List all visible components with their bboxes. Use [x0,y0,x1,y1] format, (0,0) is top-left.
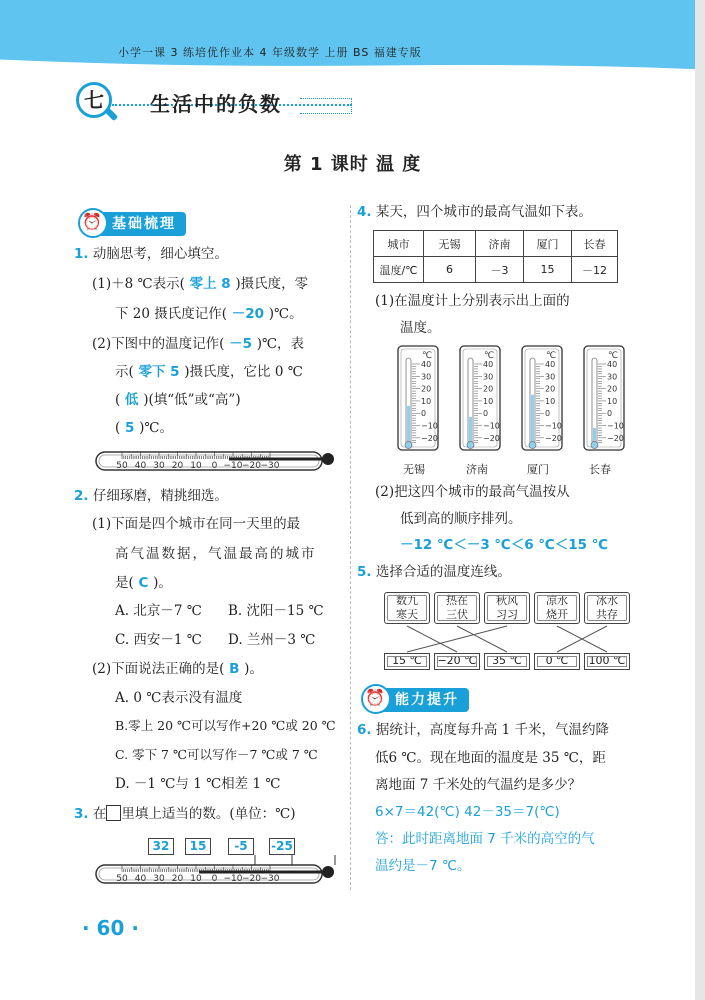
text: 三伏 [446,608,468,621]
table-cell: 6 [424,257,476,283]
answer: B [224,661,245,677]
chapter-number: 七 [76,82,112,118]
thermometer-tick-label: −10 [483,421,500,431]
answer: 5 [120,420,140,436]
mercury-column [531,395,534,444]
text: 共存 [596,608,618,621]
thermometer-tick-label: −20 [545,433,562,443]
q2-title [74,486,228,506]
scale-label: 40 [134,874,147,884]
text: )摄氏度，零 [235,276,309,292]
thermometer-tick-label: 10 [421,396,432,406]
q3-number: 3. [74,806,89,822]
saying-box [484,592,530,624]
temperature-box: 0 ℃ [534,653,580,670]
lesson-title: 第 1 课时 温 度 [283,154,422,175]
text: 在 [92,806,107,822]
thermometer-city-label: 长春 [589,463,611,476]
city-temperature-table [373,230,618,283]
scale-label: 20 [171,461,184,471]
q2-p1-line1: (1)下面是四个城市在同一天里的最 [92,516,301,532]
mercury-column [407,406,410,444]
table-cell: 无锡 [424,231,476,257]
q2-p2-line1 [92,659,263,679]
q6-number: 6. [357,722,372,738]
q3-title [74,804,295,824]
thermometer-tick-label: 0 [545,409,551,419]
text: 下 20 摄氏度记作( [115,306,228,322]
text: 寒天 [396,608,418,621]
saying-box [434,592,480,624]
text: )℃。 [268,306,303,322]
table-cell: 15 [524,257,572,283]
q2-p2-optA: A. 0 ℃表示没有温度 [115,690,243,706]
q6-answer-calc: 6×7＝42(℃) 42－35＝7(℃) [375,804,560,820]
q1-p2-line2 [115,362,303,382]
horizontal-thermometer-q1 [94,446,339,478]
vertical-thermometer [522,346,562,450]
q2-p1-optA: A. 北京－7 ℃ [115,603,202,619]
scale-label: 50 [116,461,128,471]
thermometer-tick-label: 40 [421,360,432,369]
scale-label: 40 [134,461,147,471]
q2-p2-optD: D. －1 ℃与 1 ℃相差 1 ℃ [115,776,281,792]
scale-label: 10 [190,461,202,471]
answer: 零上 8 [184,276,236,292]
q4-p1-line2: 温度。 [400,320,441,336]
thermometer-tick-label: 40 [545,360,556,369]
thermometer-tick-label: 10 [607,396,618,406]
q2-p1-optB: B. 沈阳－15 ℃ [228,603,324,619]
scale-label: −20 [242,874,261,884]
q3-answer-box: -5 [228,838,254,855]
thermometer-tick-label: 40 [607,360,618,369]
table-cell: －12 [572,257,618,283]
mercury-column [469,417,472,444]
text: )摄氏度，它比 0 ℃ [184,364,303,380]
q2-p2-optC: C. 零下 7 ℃可以写作－7 ℃或 7 ℃ [115,747,318,762]
q5-title-text: 选择合适的温度连线。 [375,564,511,580]
table-cell: 温度/℃ [374,257,424,283]
answer: 低 [120,392,144,408]
table-cell: －3 [476,257,524,283]
answer: －20 [227,306,269,322]
scale-label: 30 [153,461,165,471]
q2-title-text: 仔细琢磨，精挑细选。 [92,488,228,504]
q3-answer-box: -25 [269,838,295,855]
thermometer-city-label: 无锡 [403,463,425,476]
chapter-title: 生活中的负数 [150,92,282,116]
text: 烧开 [546,608,568,621]
q4-p2-line1: (2)把这四个城市的最高气温按从 [375,484,570,500]
answer: －5 [224,336,257,352]
thermometer-tick-label: −10 [607,421,624,431]
section-label: 能力提升 [395,692,459,708]
q1-p2-line3 [115,390,241,410]
table-cell: 长春 [572,231,618,257]
text: 冰水 [596,594,618,607]
q4-p2-line2: 低到高的顺序排列。 [400,511,522,527]
thermometer-tick-label: 30 [483,372,494,382]
text: 据统计，高度每升高 1 千米，气温约降 [375,722,609,738]
temperature-box: 100 ℃ [584,653,630,670]
thermometer-tick-label: 10 [545,396,556,406]
book-header: 小学一课 3 练培优作业本 4 年级数学 上册 BS 福建专版 [118,46,422,59]
blank-box-icon [106,805,121,821]
column-divider [350,205,351,890]
q3-answer-box: 32 [148,838,174,855]
q4-p2-answer: －12 ℃＜－3 ℃＜6 ℃＜15 ℃ [400,537,609,553]
text: 凉水 [546,594,568,607]
q6-line1 [357,720,609,740]
thermometer-tick-label: 20 [421,384,432,394]
scale-label: 10 [190,874,202,884]
text: ( [115,392,121,408]
thermometer-tick-label: 30 [607,372,618,382]
q2-p1-line2: 高气温数据，气温最高的城市 [115,546,317,562]
text: (1)＋8 ℃表示( [92,276,185,292]
table-cell: 济南 [476,231,524,257]
unit-label: ℃ [608,351,619,361]
table-row [374,231,618,257]
text: 示( [115,364,134,380]
text: (2)下图中的温度记作( [92,336,225,352]
unit-label: ℃ [546,351,557,361]
section-label: 基础梳理 [112,216,176,232]
thermometer-tick-label: 30 [421,372,432,382]
q1-p1-line1 [92,274,308,294]
text: )℃，表 [256,336,305,352]
thermometer-city-label: 济南 [466,463,488,476]
q5-number: 5. [357,564,372,580]
thermometer-tick-label: 20 [607,384,618,394]
thermometer-tick-label: −20 [421,433,438,443]
thermometer-tick-label: 40 [483,360,494,369]
text: 是( [115,575,134,591]
q2-p1-line3 [115,573,172,593]
text: )℃。 [139,420,173,436]
q1-p2-line4 [115,418,173,438]
text: )。 [244,661,263,677]
vertical-thermometer [584,346,624,450]
q6-line2: 低6 ℃。现在地面的温度是 35 ℃，距 [375,750,606,766]
vertical-thermometer [398,346,438,450]
thermometer-tick-label: 0 [607,409,613,419]
q6-line3: 离地面 7 千米处的气温约是多少？ [375,777,582,793]
thermometer-tick-label: 20 [545,384,556,394]
scale-label: 0 [211,874,218,884]
alarm-clock-icon: ⏰ [78,208,108,238]
thermometer-tick-label: 0 [483,409,489,419]
scale-label: 30 [153,874,165,884]
scale-label: 20 [171,874,184,884]
q6-answer-line1: 答：此时距离地面 7 千米的高空的气 [375,831,595,847]
section-badge-advanced [365,688,469,712]
text: (2)下面说法正确的是( [92,661,225,677]
unit-label: ℃ [422,351,433,361]
q1-title [74,244,228,264]
thermometer-tick-label: 20 [483,384,494,394]
thermometer-tick-label: 10 [483,396,494,406]
scale-label: 0 [211,461,218,471]
text: 里填上适当的数。(单位：℃) [121,806,296,822]
thermometer-tick-label: 0 [421,409,427,419]
text: 热在 [446,594,468,607]
scale-label: −30 [260,874,280,884]
unit-label: ℃ [484,351,495,361]
temperature-box: 15 ℃ [384,653,430,670]
q1-title-text: 动脑思考，细心填空。 [92,246,228,262]
scale-label: −10 [223,874,243,884]
answer: 零下 5 [133,364,185,380]
thermometer-tick-label: −20 [607,433,624,443]
thermometer-tick-label: −20 [483,433,500,443]
scale-label: 50 [116,874,128,884]
q1-p1-line2 [115,304,303,324]
text: 数九 [396,594,418,607]
q2-number: 2. [74,488,89,504]
temperature-box: 35 ℃ [484,653,530,670]
q5-title [357,562,511,582]
matching-lines [380,624,640,654]
q2-p1-optC: C. 西安－1 ℃ [115,632,202,648]
q4-p1-line1: (1)在温度计上分别表示出上面的 [375,293,570,309]
alarm-clock-icon: ⏰ [361,684,391,714]
saying-box [584,592,630,624]
q6-answer-line2: 温约是－7 ℃。 [375,858,471,874]
q4-title [357,202,592,222]
scale-label: −20 [242,461,261,471]
saying-box [384,592,430,624]
text: 秋风 [496,594,518,607]
thermometer-tick-label: −10 [545,421,562,431]
section-badge-basic [82,212,186,236]
chapter-dotted-box [300,98,352,114]
vertical-thermometers [396,344,626,456]
text: ( [115,420,121,436]
text: )(填“低”或“高”) [143,392,241,408]
q4-number: 4. [357,204,372,220]
temperature-box: −20 ℃ [434,653,480,670]
saying-box [534,592,580,624]
answer: C [133,575,154,591]
page-number: · 60 · [82,916,139,940]
q1-p2-line1 [92,334,304,354]
q3-answer-box: 15 [185,838,211,855]
thermometer-tick-label: −10 [421,421,438,431]
horizontal-thermometer-q3 [94,855,339,895]
scale-label: −30 [260,461,280,471]
q1-number: 1. [74,246,89,262]
q2-p1-optD: D. 兰州－3 ℃ [228,632,316,648]
table-row [374,257,618,283]
vertical-thermometer [460,346,500,450]
q2-p2-optB: B.零上 20 ℃可以写作+20 ℃或 20 ℃ [115,718,336,733]
text: )。 [153,575,172,591]
table-cell: 城市 [374,231,424,257]
text: 习习 [496,608,518,621]
table-cell: 厦门 [524,231,572,257]
thermometer-city-label: 厦门 [527,463,549,476]
thermometer-tick-label: 30 [545,372,556,382]
scale-label: −10 [223,461,243,471]
q4-title-text: 某天，四个城市的最高气温如下表。 [375,204,592,220]
